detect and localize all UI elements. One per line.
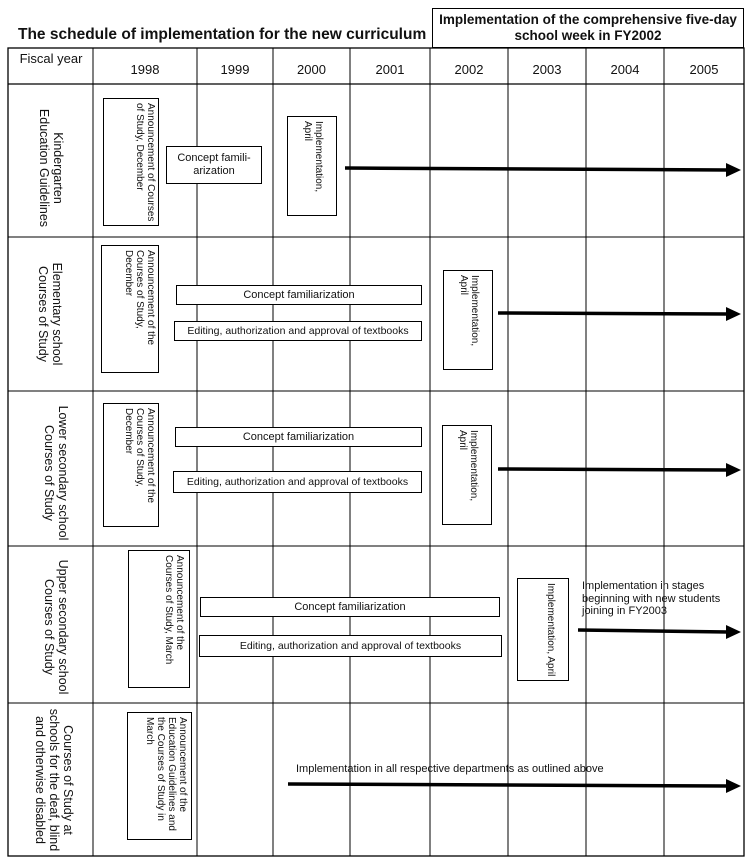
implementation-box-kindergarten: Implementation, April — [287, 116, 337, 216]
announcement-box-special-schools: Announcement of the Education Guidelines and the Courses of Study in March — [127, 712, 192, 840]
arrow-elementary — [498, 307, 741, 321]
familiarization-box-kindergarten: Concept famili-arization — [166, 146, 262, 184]
row-label-special-schools: Courses of Study at schools for the deaf, blind and otherwise disabled — [33, 708, 75, 852]
page-title: The schedule of implementation for the new curriculum — [18, 26, 427, 43]
year-2005: 2005 — [689, 62, 719, 77]
year-1999: 1999 — [220, 62, 250, 77]
five-day-week-banner: Implementation of the comprehensive five-day school week in FY2002 — [432, 8, 744, 48]
year-2001: 2001 — [375, 62, 405, 77]
announcement-box-elementary: Announcement of the Courses of Study, December — [101, 245, 159, 373]
arrow-upper-secondary — [578, 625, 741, 639]
staged-implementation-note: Implementation in stages beginning with new students joining in FY2003 — [582, 580, 721, 617]
fiscal-year-header: Fiscal year — [19, 51, 83, 66]
arrow-kindergarten — [345, 163, 741, 177]
implementation-box-upper-secondary: Implementation, April — [517, 578, 569, 681]
year-1998: 1998 — [130, 62, 160, 77]
familiarization-box-upper-secondary: Concept familiarization — [200, 597, 500, 617]
announcement-box-lower-secondary: Announcement of the Courses of Study, December — [103, 403, 159, 527]
row-label-upper-secondary: Upper secondary school Courses of Study — [42, 559, 70, 695]
announcement-box-kindergarten: Announcement of Courses of Study, December — [103, 98, 159, 226]
row-label-kindergarten: Kindergarten Education Guidelines — [37, 108, 65, 228]
implementation-box-elementary: Implementation, April — [443, 270, 493, 370]
implementation-box-lower-secondary: Implementation, April — [442, 425, 492, 525]
year-2002: 2002 — [454, 62, 484, 77]
row-label-lower-secondary: Lower secondary school Courses of Study — [42, 405, 70, 541]
row-label-elementary: Elementary school Courses of Study — [36, 262, 64, 366]
textbooks-box-upper-secondary: Editing, authorization and approval of textbooks — [199, 635, 502, 657]
familiarization-box-elementary: Concept familiarization — [176, 285, 422, 305]
year-2004: 2004 — [610, 62, 640, 77]
textbooks-box-elementary: Editing, authorization and approval of textbooks — [174, 321, 422, 341]
familiarization-box-lower-secondary: Concept familiarization — [175, 427, 422, 447]
arrow-lower-secondary — [498, 463, 741, 477]
textbooks-box-lower-secondary: Editing, authorization and approval of textbooks — [173, 471, 422, 493]
arrow-special-schools — [288, 779, 741, 793]
year-2003: 2003 — [532, 62, 562, 77]
announcement-box-upper-secondary: Announcement of the Courses of Study, March — [128, 550, 190, 688]
year-2000: 2000 — [297, 62, 326, 77]
all-departments-note: Implementation in all respective departments as outlined above — [296, 763, 604, 775]
